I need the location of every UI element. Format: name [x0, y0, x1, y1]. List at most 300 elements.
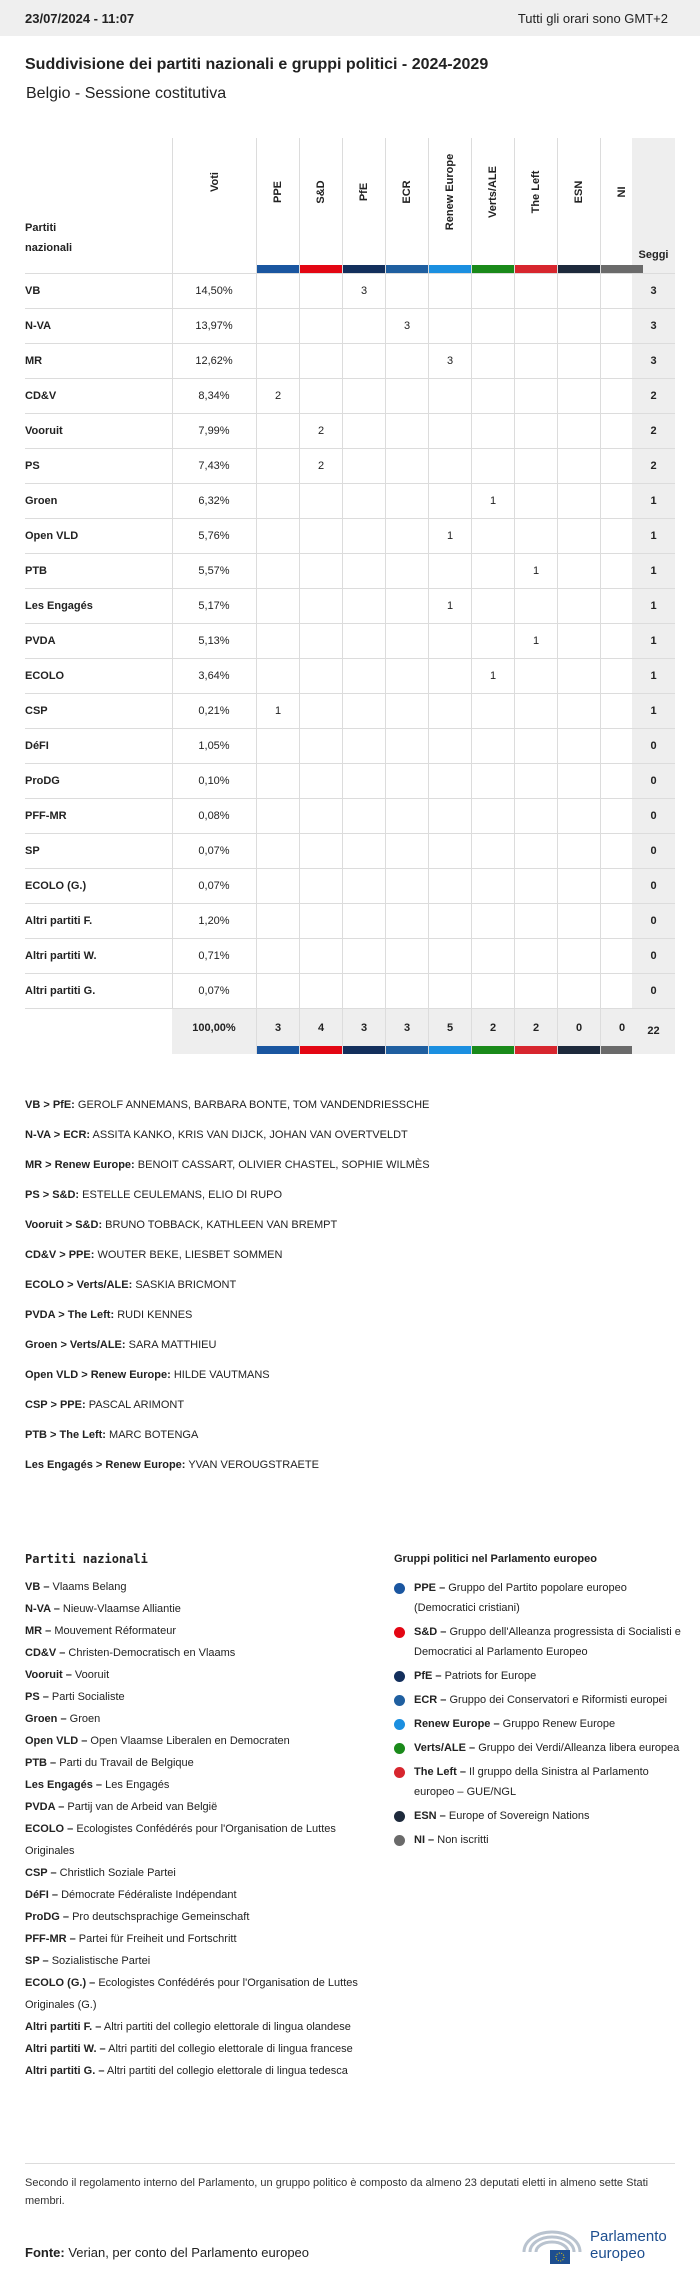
- vote-share: 0,07%: [198, 985, 230, 997]
- group-seats-cell: [428, 309, 471, 344]
- seats-total-cell: 0: [632, 764, 675, 799]
- group-seats-cell: [471, 974, 514, 1009]
- group-total-value: 0: [618, 1022, 626, 1034]
- group-seats-cell: [428, 554, 471, 589]
- group-seats-cell: [342, 764, 385, 799]
- logo-line-1: Parlamento: [590, 2228, 667, 2245]
- table-row: [25, 728, 675, 763]
- table-row: [25, 553, 675, 588]
- elected-names: BENOIT CASSART, OLIVIER CHASTEL, SOPHIE WILMÈS: [137, 1159, 430, 1171]
- group-seats-cell: [428, 799, 471, 834]
- elected-names: ASSITA KANKO, KRIS VAN DIJCK, JOHAN VAN OVERTVELDT: [92, 1129, 408, 1141]
- group-legend-item: [394, 1830, 684, 1850]
- party-legend-item: [25, 1950, 360, 1972]
- elected-entry: [25, 1277, 430, 1307]
- group-seats-cell: [299, 274, 342, 309]
- group-total-cell: [299, 1009, 342, 1054]
- group-abbr: Verts/ALE –: [414, 1742, 476, 1754]
- national-parties-legend-title: Partiti nazionali: [25, 1552, 148, 1566]
- party-group-mapping: ECOLO > Verts/ALE:: [25, 1279, 133, 1291]
- party-legend-item: [25, 1730, 360, 1752]
- group-full-name: Patriots for Europe: [444, 1670, 537, 1682]
- page-title: Suddivisione dei partiti nazionali e gruppi politici - 2024-2029: [25, 56, 489, 73]
- elected-names: SASKIA BRICMONT: [135, 1279, 237, 1291]
- vote-share: 5,17%: [198, 600, 230, 612]
- table-row: [25, 623, 675, 658]
- party-legend-item: [25, 1928, 360, 1950]
- party-name: CD&V: [25, 390, 57, 402]
- group-seats-cell: [471, 869, 514, 904]
- group-column-header: [557, 138, 600, 273]
- group-total-value: 2: [489, 1022, 497, 1034]
- group-full-name: Gruppo dei Verdi/Alleanza libera europea: [478, 1742, 680, 1754]
- rules-note: Secondo il regolamento interno del Parlamento, un gruppo politico è composto da almeno 23 deputati eletti in almeno sette Stati membri.: [25, 2163, 675, 2210]
- party-group-mapping: Les Engagés > Renew Europe:: [25, 1459, 186, 1471]
- group-seats-cell: [557, 834, 600, 869]
- group-seats-cell: [342, 554, 385, 589]
- group-seats-cell: [385, 939, 428, 974]
- group-color-bar: [558, 1046, 600, 1054]
- group-color-bar: [472, 265, 514, 273]
- group-seats-cell: [471, 449, 514, 484]
- group-color-bar: [257, 265, 299, 273]
- seats-total-cell: 0: [632, 799, 675, 834]
- party-full-name: Démocrate Fédéraliste Indépendant: [61, 1889, 237, 1901]
- group-seats-cell: [428, 624, 471, 659]
- group-abbr: ESN –: [414, 1810, 446, 1822]
- table-body: [25, 273, 675, 1053]
- group-seats-cell: 3: [428, 344, 471, 379]
- group-seats-cell: [428, 904, 471, 939]
- group-seats-cell: [342, 414, 385, 449]
- party-full-name: Mouvement Réformateur: [54, 1625, 177, 1637]
- party-abbr: CD&V –: [25, 1647, 66, 1659]
- seats-total-cell: 3: [632, 344, 675, 379]
- group-seats-cell: [342, 624, 385, 659]
- party-abbr: Open VLD –: [25, 1735, 88, 1747]
- party-abbr: PFF-MR –: [25, 1933, 76, 1945]
- group-full-name: Gruppo del Partito popolare europeo (Democratici cristiani): [414, 1582, 627, 1614]
- group-total-value: 4: [317, 1022, 325, 1034]
- group-seats-cell: [342, 484, 385, 519]
- political-groups-legend: [394, 1548, 684, 1854]
- group-seats-cell: [256, 624, 299, 659]
- group-seats-cell: [557, 344, 600, 379]
- group-seats-cell: [385, 904, 428, 939]
- group-seats-cell: [385, 519, 428, 554]
- group-seats-cell: [342, 519, 385, 554]
- group-seats-cell: [299, 519, 342, 554]
- table-row: [25, 973, 675, 1008]
- timezone-note: Tutti gli orari sono GMT+2: [517, 10, 668, 26]
- group-seats-cell: [299, 589, 342, 624]
- table-row: [25, 693, 675, 728]
- seats-total-cell: 1: [632, 694, 675, 729]
- group-abbr: Renew Europe –: [414, 1718, 500, 1730]
- group-header-label: PfE: [358, 182, 370, 202]
- party-abbr: PS –: [25, 1691, 49, 1703]
- group-legend-item: [394, 1762, 684, 1802]
- group-seats-cell: [514, 939, 557, 974]
- party-full-name: Vooruit: [74, 1669, 110, 1681]
- group-color-dot-icon: [394, 1695, 405, 1706]
- group-seats-cell: [256, 764, 299, 799]
- party-legend-item: [25, 1884, 360, 1906]
- party-name: PS: [25, 460, 40, 472]
- group-seats-cell: 1: [514, 554, 557, 589]
- party-abbr: N-VA –: [25, 1603, 60, 1615]
- group-seats-cell: [557, 414, 600, 449]
- group-full-name: Gruppo Renew Europe: [502, 1718, 616, 1730]
- group-seats-cell: [342, 379, 385, 414]
- party-full-name: Sozialistische Partei: [51, 1955, 151, 1967]
- group-abbr: The Left –: [414, 1766, 466, 1778]
- party-name: PTB: [25, 565, 47, 577]
- party-full-name: Vlaams Belang: [52, 1581, 127, 1593]
- group-abbr: S&D –: [414, 1626, 447, 1638]
- source-text: Verian, per conto del Parlamento europeo: [68, 2245, 310, 2260]
- seats-total-cell: 2: [632, 449, 675, 484]
- group-header-label: NI: [616, 186, 628, 198]
- group-header-label: ESN: [573, 180, 585, 204]
- parliament-logo: [520, 2226, 680, 2266]
- elected-members-list: [25, 1097, 430, 1487]
- seats-total-cell: 1: [632, 554, 675, 589]
- group-seats-cell: [428, 939, 471, 974]
- group-seats-cell: [428, 414, 471, 449]
- elected-names: HILDE VAUTMANS: [173, 1369, 270, 1381]
- table-row: [25, 518, 675, 553]
- party-legend-item: [25, 1972, 360, 2016]
- vote-share: 13,97%: [195, 320, 233, 332]
- group-color-bar: [300, 1046, 342, 1054]
- group-seats-cell: [428, 274, 471, 309]
- party-group-mapping: MR > Renew Europe:: [25, 1159, 135, 1171]
- group-seats-cell: [428, 694, 471, 729]
- group-seats-cell: [471, 939, 514, 974]
- group-full-name: Europe of Sovereign Nations: [448, 1810, 590, 1822]
- group-seats-cell: [299, 834, 342, 869]
- group-seats-cell: [471, 589, 514, 624]
- group-seats-cell: [299, 904, 342, 939]
- group-seats-cell: [471, 309, 514, 344]
- votes-header-label: Voti: [208, 172, 221, 192]
- party-full-name: Parti Socialiste: [51, 1691, 125, 1703]
- table-row: [25, 903, 675, 938]
- party-abbr: ProDG –: [25, 1911, 70, 1923]
- elected-entry: [25, 1187, 430, 1217]
- elected-names: PASCAL ARIMONT: [88, 1399, 185, 1411]
- group-seats-cell: [557, 974, 600, 1009]
- party-name: ECOLO (G.): [25, 880, 87, 892]
- group-seats-cell: [471, 274, 514, 309]
- group-total-value: 3: [403, 1022, 411, 1034]
- party-group-mapping: N-VA > ECR:: [25, 1129, 91, 1141]
- group-seats-cell: [342, 974, 385, 1009]
- datetime: 23/07/2024 - 11:07: [25, 10, 135, 26]
- group-column-header: [428, 138, 471, 273]
- group-seats-cell: 1: [471, 659, 514, 694]
- party-legend-item: [25, 1598, 360, 1620]
- group-seats-cell: [428, 484, 471, 519]
- party-legend-item: [25, 1796, 360, 1818]
- group-seats-cell: [299, 344, 342, 379]
- group-color-bar: [257, 1046, 299, 1054]
- results-table: [25, 138, 675, 1053]
- party-full-name: Groen: [69, 1713, 101, 1725]
- table-row: [25, 378, 675, 413]
- party-full-name: Altri partiti del collegio elettorale di lingua francese: [108, 2043, 353, 2055]
- elected-names: BRUNO TOBBACK, KATHLEEN VAN BREMPT: [105, 1219, 338, 1231]
- party-full-name: Christen-Democratisch en Vlaams: [68, 1647, 236, 1659]
- group-seats-cell: [256, 904, 299, 939]
- party-abbr: CSP –: [25, 1867, 57, 1879]
- group-seats-cell: 1: [428, 519, 471, 554]
- group-color-dot-icon: [394, 1627, 405, 1638]
- vote-share: 0,08%: [198, 810, 230, 822]
- group-seats-cell: [299, 694, 342, 729]
- elected-names: MARC BOTENGA: [109, 1429, 199, 1441]
- party-legend-item: [25, 1752, 360, 1774]
- group-seats-cell: [299, 309, 342, 344]
- group-seats-cell: [471, 624, 514, 659]
- party-full-name: Nieuw-Vlaamse Alliantie: [62, 1603, 181, 1615]
- group-seats-cell: [557, 589, 600, 624]
- party-full-name: Christlich Soziale Partei: [59, 1867, 176, 1879]
- party-abbr: MR –: [25, 1625, 52, 1637]
- party-legend-item: [25, 1576, 360, 1598]
- party-group-mapping: PS > S&D:: [25, 1189, 80, 1201]
- group-color-dot-icon: [394, 1811, 405, 1822]
- party-abbr: Altri partiti G. –: [25, 2065, 105, 2077]
- group-seats-cell: [428, 379, 471, 414]
- group-seats-cell: [342, 694, 385, 729]
- elected-entry: [25, 1367, 430, 1397]
- total-votes: 100,00%: [172, 1009, 256, 1054]
- group-header-label: ECR: [401, 180, 413, 204]
- group-seats-cell: [299, 799, 342, 834]
- group-seats-cell: [471, 554, 514, 589]
- group-seats-cell: [514, 309, 557, 344]
- group-legend-item: [394, 1738, 684, 1758]
- table-row: [25, 833, 675, 868]
- group-color-dot-icon: [394, 1719, 405, 1730]
- group-seats-cell: 2: [299, 414, 342, 449]
- seats-total-cell: 1: [632, 659, 675, 694]
- group-seats-cell: [471, 414, 514, 449]
- group-seats-cell: [471, 344, 514, 379]
- party-abbr: Groen –: [25, 1713, 67, 1725]
- table-row: [25, 938, 675, 973]
- group-full-name: Il gruppo della Sinistra al Parlamento europeo – GUE/NGL: [414, 1766, 649, 1798]
- group-color-dot-icon: [394, 1835, 405, 1846]
- party-name: MR: [25, 355, 43, 367]
- elected-entry: [25, 1397, 430, 1427]
- table-row: [25, 343, 675, 378]
- party-name: Altri partiti F.: [25, 915, 93, 927]
- group-full-name: Gruppo dell'Alleanza progressista di Socialisti e Democratici al Parlamento Europeo: [414, 1626, 681, 1658]
- party-name: DéFI: [25, 740, 49, 752]
- group-seats-cell: [514, 974, 557, 1009]
- group-seats-cell: [428, 764, 471, 799]
- group-seats-cell: [557, 519, 600, 554]
- party-full-name: Ecologistes Confédérés pour l'Organisation de Luttes Originales: [25, 1823, 336, 1857]
- table-row: [25, 448, 675, 483]
- party-full-name: Partij van de Arbeid van België: [67, 1801, 218, 1813]
- group-color-bar: [558, 265, 600, 273]
- party-full-name: Altri partiti del collegio elettorale di lingua tedesca: [106, 2065, 348, 2077]
- seats-total-cell: 2: [632, 414, 675, 449]
- seats-total-cell: 1: [632, 484, 675, 519]
- party-abbr: Vooruit –: [25, 1669, 72, 1681]
- group-header-label: Renew Europe: [444, 153, 456, 231]
- group-color-bar: [515, 1046, 557, 1054]
- group-seats-cell: 1: [428, 589, 471, 624]
- political-groups-legend-title: Gruppi politici nel Parlamento europeo: [394, 1553, 597, 1565]
- group-seats-cell: [342, 869, 385, 904]
- group-seats-cell: [514, 484, 557, 519]
- vote-share: 6,32%: [198, 495, 230, 507]
- vote-share: 7,99%: [198, 425, 230, 437]
- party-legend-item: [25, 2016, 360, 2038]
- vote-share: 12,62%: [195, 355, 233, 367]
- group-seats-cell: [471, 379, 514, 414]
- group-legend-item: [394, 1666, 684, 1686]
- group-seats-cell: [385, 624, 428, 659]
- group-seats-cell: [514, 764, 557, 799]
- totals-row: [25, 1008, 675, 1053]
- party-name: PFF-MR: [25, 810, 67, 822]
- group-color-bar: [300, 265, 342, 273]
- table-row: [25, 483, 675, 518]
- elected-names: ESTELLE CEULEMANS, ELIO DI RUPO: [82, 1189, 283, 1201]
- party-full-name: Open Vlaamse Liberalen en Democraten: [90, 1735, 290, 1747]
- group-legend-item: [394, 1622, 684, 1662]
- party-abbr: PVDA –: [25, 1801, 65, 1813]
- party-group-mapping: Vooruit > S&D:: [25, 1219, 103, 1231]
- group-seats-cell: [342, 449, 385, 484]
- group-column-header: [385, 138, 428, 273]
- party-group-mapping: CSP > PPE:: [25, 1399, 86, 1411]
- group-seats-cell: 2: [299, 449, 342, 484]
- party-group-mapping: CD&V > PPE:: [25, 1249, 95, 1261]
- seats-total-cell: 2: [632, 379, 675, 414]
- party-abbr: Les Engagés –: [25, 1779, 103, 1791]
- group-seats-cell: [385, 449, 428, 484]
- group-seats-cell: [471, 904, 514, 939]
- party-abbr: SP –: [25, 1955, 49, 1967]
- group-legend-item: [394, 1690, 684, 1710]
- table-row: [25, 588, 675, 623]
- group-column-header: [600, 138, 643, 273]
- party-group-mapping: PTB > The Left:: [25, 1429, 106, 1441]
- party-name: Les Engagés: [25, 600, 93, 612]
- seats-total-cell: 1: [632, 589, 675, 624]
- group-total-value: 5: [446, 1022, 454, 1034]
- source-label: Fonte:: [25, 2245, 65, 2260]
- group-total-cell: [256, 1009, 299, 1054]
- party-name: Altri partiti G.: [25, 985, 96, 997]
- group-seats-cell: [514, 659, 557, 694]
- group-seats-cell: [471, 729, 514, 764]
- table-row: [25, 798, 675, 833]
- group-color-bar: [343, 265, 385, 273]
- group-seats-cell: [385, 414, 428, 449]
- group-seats-cell: [342, 904, 385, 939]
- seats-total-cell: 0: [632, 939, 675, 974]
- group-column-header: [471, 138, 514, 273]
- group-seats-cell: [342, 589, 385, 624]
- group-total-cell: [385, 1009, 428, 1054]
- party-abbr: PTB –: [25, 1757, 57, 1769]
- group-seats-cell: [256, 834, 299, 869]
- group-seats-cell: [256, 519, 299, 554]
- group-seats-cell: [299, 659, 342, 694]
- seats-total-cell: 0: [632, 834, 675, 869]
- group-total-cell: [342, 1009, 385, 1054]
- seats-total-cell: 1: [632, 519, 675, 554]
- group-seats-cell: [428, 869, 471, 904]
- group-full-name: Non iscritti: [437, 1834, 489, 1846]
- group-seats-cell: [514, 344, 557, 379]
- national-parties-legend: [25, 1548, 360, 2082]
- group-seats-cell: [557, 869, 600, 904]
- group-seats-cell: [256, 659, 299, 694]
- seats-total-cell: 0: [632, 729, 675, 764]
- group-total-cell: [557, 1009, 600, 1054]
- group-seats-cell: [342, 729, 385, 764]
- group-seats-cell: [256, 939, 299, 974]
- elected-names: YVAN VEROUGSTRAETE: [188, 1459, 319, 1471]
- group-seats-cell: [256, 309, 299, 344]
- top-bar: [0, 0, 700, 36]
- group-color-dot-icon: [394, 1583, 405, 1594]
- vote-share: 8,34%: [198, 390, 230, 402]
- group-abbr: ECR –: [414, 1694, 447, 1706]
- group-header-label: S&D: [315, 180, 327, 204]
- group-seats-cell: [385, 834, 428, 869]
- party-name: N-VA: [25, 320, 52, 332]
- party-legend-item: [25, 2060, 360, 2082]
- group-seats-cell: [385, 729, 428, 764]
- elected-names: WOUTER BEKE, LIESBET SOMMEN: [97, 1249, 283, 1261]
- elected-entry: [25, 1337, 430, 1367]
- group-column-header: [256, 138, 299, 273]
- group-total-value: 3: [274, 1022, 282, 1034]
- group-legend-item: [394, 1578, 684, 1618]
- party-name: Groen: [25, 495, 58, 507]
- seats-header-label: Seggi: [638, 249, 669, 261]
- group-seats-cell: [557, 694, 600, 729]
- group-seats-cell: [514, 379, 557, 414]
- party-group-mapping: PVDA > The Left:: [25, 1309, 115, 1321]
- party-name: CSP: [25, 705, 48, 717]
- party-group-mapping: Open VLD > Renew Europe:: [25, 1369, 171, 1381]
- group-seats-cell: [557, 939, 600, 974]
- group-seats-cell: [385, 379, 428, 414]
- group-seats-cell: [428, 834, 471, 869]
- group-seats-cell: [557, 729, 600, 764]
- group-seats-cell: [557, 624, 600, 659]
- group-seats-cell: [557, 309, 600, 344]
- party-legend-item: [25, 1818, 360, 1862]
- group-seats-cell: [256, 554, 299, 589]
- vote-share: 0,10%: [198, 775, 230, 787]
- vote-share: 3,64%: [198, 670, 230, 682]
- group-column-header: [514, 138, 557, 273]
- group-seats-cell: [299, 554, 342, 589]
- elected-names: GEROLF ANNEMANS, BARBARA BONTE, TOM VANDENDRIESSCHE: [77, 1099, 430, 1111]
